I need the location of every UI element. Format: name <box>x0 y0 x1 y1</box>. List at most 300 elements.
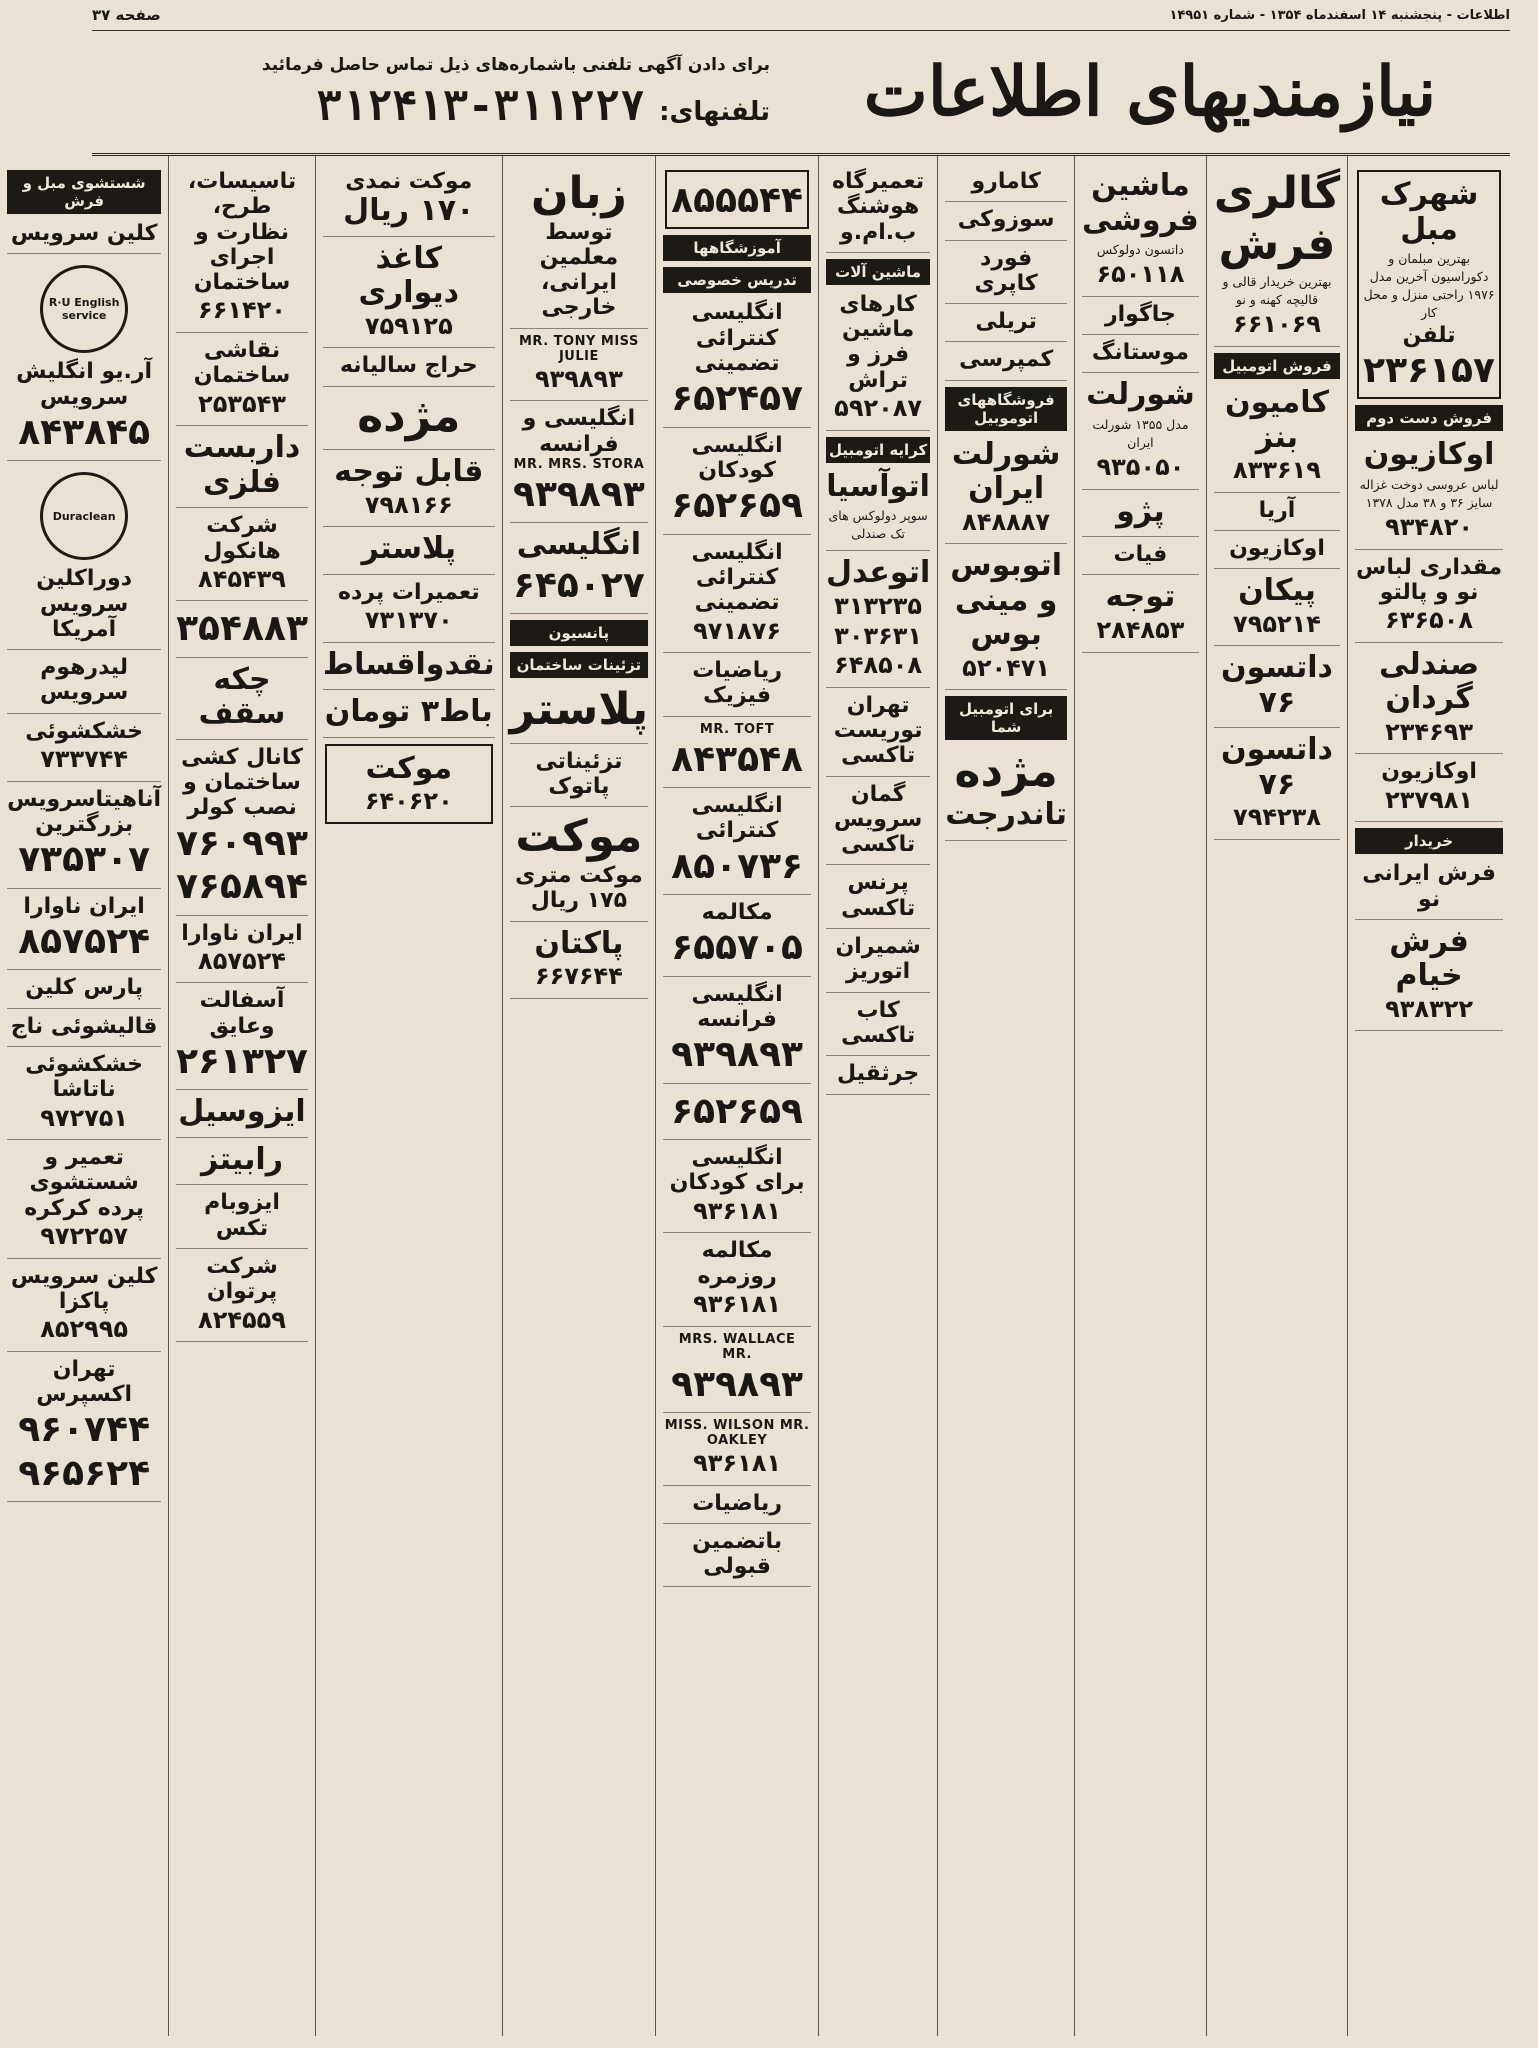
column-6 <box>655 156 818 2036</box>
ad-phone: ۷۹۵۲۱۴ <box>1233 609 1321 638</box>
ad-title: مکالمه <box>701 900 773 926</box>
classified-ad <box>826 551 930 687</box>
ad-subtitle: داتسون دولوکس <box>1096 242 1184 257</box>
classified-ad <box>945 164 1067 202</box>
section-header: پانسیون <box>510 620 649 646</box>
classified-ad <box>1214 728 1340 840</box>
ad-phone: ۶۵۰۱۱۸ <box>1096 260 1185 289</box>
classified-ad <box>663 1140 811 1233</box>
classified-ad <box>1355 920 1503 1032</box>
phones-label: تلفنهای: <box>659 96 770 127</box>
classified-ad <box>176 508 308 601</box>
classified-ad <box>510 744 649 808</box>
ad-title: کلین سرویس پاکزا <box>10 1263 158 1314</box>
ad-phone: ۹۳۸۳۲۲ <box>1385 994 1474 1023</box>
section-header: ماشین آلات <box>826 259 930 285</box>
ad-title: شورلت <box>1086 377 1195 413</box>
classified-ad <box>7 782 161 889</box>
ad-latin-name: MRS. WALLACE MR. <box>678 1331 796 1362</box>
ru-logo-icon <box>40 265 128 353</box>
ad-phone: ۲۵۳۵۴۳ <box>198 389 286 418</box>
classified-ad <box>826 465 930 552</box>
column-1 <box>1347 156 1510 2036</box>
masthead-instruction: برای دادن آگهی تلفنی باشماره‌های ذیل تماس حاصل فرمائید <box>261 54 770 75</box>
classified-ad <box>323 164 495 237</box>
classified-ad <box>663 788 811 895</box>
classified-ad <box>7 714 161 782</box>
ad-title: کلین سرویس <box>10 221 158 246</box>
ad-title: داتسون ۷۶ <box>1221 650 1333 720</box>
ad-phone: ۲۸۴۸۵۳ <box>1096 615 1185 644</box>
classified-ad <box>1355 856 1503 920</box>
classified-ad <box>663 1524 811 1588</box>
ad-phone: ۹۳۹۸۹۳ <box>512 473 645 515</box>
ad-title: اتوبوس و مینی بوس <box>950 548 1063 653</box>
ad-phone: ۶۶۱۴۲۰ <box>198 296 286 325</box>
classified-ad <box>176 658 308 740</box>
ad-title: پیکان <box>1238 573 1316 609</box>
classified-ad <box>7 650 161 714</box>
ad-title: ایران ناوارا <box>181 920 303 946</box>
ad-title: شرکت هانکول <box>203 513 281 564</box>
ad-phone: ۲۳۴۶۹۳ <box>1385 717 1474 746</box>
ad-title: حراج سالیانه <box>339 353 478 379</box>
classified-ad <box>176 164 308 333</box>
classified-ad <box>176 333 308 426</box>
ad-title: موکت نمدی <box>345 169 473 194</box>
classified-ad <box>323 387 495 451</box>
column-8 <box>315 156 502 2036</box>
classified-ad <box>826 777 930 866</box>
ad-title: پلاستر <box>509 684 649 736</box>
ad-title: خشکشوئی <box>25 718 143 744</box>
ad-title: کاب تاکسی <box>841 997 916 1048</box>
section-header: تدریس خصوصی <box>663 267 811 293</box>
ad-phone: ۷۵۹۱۲۵ <box>364 311 453 340</box>
ad-title: پارس کلین <box>25 975 144 1001</box>
ad-title: فرش خیام <box>1389 923 1469 994</box>
section-header: شستشوی مبل و فرش <box>7 170 161 214</box>
classified-ad <box>945 433 1067 545</box>
ad-title: نقدواقساط <box>322 646 495 682</box>
classified-ad <box>1355 433 1503 549</box>
masthead <box>92 31 1510 156</box>
classified-ad <box>1214 493 1340 531</box>
ad-title: توجه <box>1105 579 1176 615</box>
ad-phone: ۹۳۹۸۹۳ <box>671 1363 804 1405</box>
ad-phone: ۸۵۷۵۲۴ <box>18 920 151 962</box>
ad-title: خشکشوئی ناتاشا <box>25 1051 143 1103</box>
classified-ad <box>1082 297 1199 335</box>
ad-title: پرنس تاکسی <box>841 870 916 921</box>
classified-ad <box>1214 164 1340 347</box>
ad-title: آسفالت وعایق <box>199 988 285 1039</box>
ad-phone: ۳۱۳۲۳۵ <box>834 591 923 620</box>
ad-phone: ۹۳۴۸۲۰ <box>1385 512 1474 541</box>
ad-title: کانال کشی ساختمان و نصب کولر <box>181 744 303 821</box>
ad-phone-label: تلفن <box>1402 322 1456 348</box>
classified-ad <box>323 690 495 738</box>
classified-ad <box>1214 381 1340 493</box>
classified-ad <box>176 1138 308 1186</box>
classified-ad <box>663 428 811 535</box>
ad-title: انگلیسی <box>516 527 642 563</box>
ad-title: موکت <box>515 811 643 863</box>
classified-ad <box>176 740 308 916</box>
classified-ad <box>1082 164 1199 297</box>
ad-phone: ۹۶۵۶۲۴ <box>18 1452 151 1494</box>
section-header: فروش دست دوم <box>1355 405 1503 431</box>
classified-ad <box>7 1047 161 1140</box>
classified-ad <box>945 342 1067 380</box>
ad-title: شمیران اتوریز <box>835 934 921 985</box>
ad-title: مقداری لباس نو و پالتو <box>1356 554 1503 605</box>
ad-latin-name: MR. MRS. STORA <box>513 456 645 472</box>
classified-ad <box>176 1249 308 1342</box>
classified-ad <box>176 1185 308 1249</box>
classified-ad <box>176 916 308 984</box>
classified-ad <box>7 1259 161 1352</box>
section-header: فروش اتومبیل <box>1214 353 1340 379</box>
classified-ad <box>663 977 811 1084</box>
ad-phone: ۹۷۲۷۵۱ <box>40 1103 129 1132</box>
ad-title: اتوآسیا <box>826 468 930 504</box>
ad-phone: ۷۳۵۳۰۷ <box>18 839 151 881</box>
classified-ad <box>323 575 495 643</box>
ad-phone: ۷۳۳۷۴۴ <box>40 745 129 774</box>
classified-ad <box>663 1413 811 1486</box>
ad-phone: ۹۳۶۱۸۱ <box>693 1196 782 1225</box>
column-4 <box>937 156 1074 2036</box>
ad-subtitle: توسط معلمین ایرانی، خارجی <box>539 219 619 321</box>
ad-title: شرکت پرتوان <box>206 1253 278 1305</box>
ad-title: پاکتان <box>534 925 624 961</box>
ad-phone: ۶۴۵۰۲۷ <box>512 564 645 606</box>
ad-phone: ۸۴۸۸۸۷ <box>962 507 1051 536</box>
ad-phone: ۷۹۴۲۳۸ <box>1233 803 1321 832</box>
classified-ad <box>945 202 1067 240</box>
section-header: فروشگاههای اتوموبیل <box>945 387 1067 431</box>
classified-columns <box>7 156 1510 2036</box>
ad-title: تهران توریست تاکسی <box>833 692 923 769</box>
ad-phone: ۹۳۶۱۸۱ <box>693 1289 782 1318</box>
ad-phone: ۲۳۶۱۵۷ <box>1363 349 1495 391</box>
classified-ad <box>663 717 811 788</box>
classified-ad <box>1357 170 1501 399</box>
logo-text: Duraclean <box>52 509 116 523</box>
ad-title: گالری فرش <box>1213 168 1341 270</box>
ad-title: چکه سقف <box>198 661 286 732</box>
ad-title: زبان <box>530 168 627 219</box>
ad-body: بهترین مبلمان و دکوراسیون آخرین مدل ۱۹۷۶ راحتی منزل و محل کار <box>1363 251 1495 321</box>
classified-ad <box>7 216 161 254</box>
ad-title: تعمیر و شستشوی پرده کرکره <box>24 1145 145 1221</box>
classified-ad <box>663 895 811 977</box>
classified-ad <box>945 304 1067 342</box>
ad-title: جرثقیل <box>836 1061 920 1087</box>
ad-title: کاغذ دیواری <box>358 240 460 311</box>
classified-ad <box>826 993 930 1057</box>
section-header: آموزشگاهها <box>663 235 811 261</box>
ad-title: موستانگ <box>1091 340 1189 366</box>
ad-title: فرش ایرانی نو <box>1362 861 1496 912</box>
classified-ad <box>1355 754 1503 822</box>
ad-title: انگلیسی کنترائی تضمینی <box>691 539 783 616</box>
classified-ad <box>1214 531 1340 569</box>
classified-ad <box>945 544 1067 690</box>
section-header: تزئینات ساختمان <box>510 652 649 678</box>
classified-ad <box>1355 550 1503 643</box>
ad-title: انگلیسی و فرانسه <box>522 406 636 457</box>
classified-ad <box>7 1352 161 1502</box>
ad-title: جاگوار <box>1104 301 1176 327</box>
ad-title: ریاضیات <box>692 1490 782 1516</box>
classified-ad <box>1214 646 1340 728</box>
ad-title: کامیون بنز <box>1225 385 1329 455</box>
classified-ad <box>1082 490 1199 538</box>
classified-ad <box>1082 335 1199 373</box>
ad-title: اوکازیون <box>1363 437 1495 473</box>
ad-title: گمان سرویس تاکسی <box>833 781 923 858</box>
ad-title: ایران ناوارا <box>23 893 145 919</box>
ad-title: آناهیتاسرویس بزرگترین <box>7 786 162 837</box>
ad-phone: ۹۳۵۰۵۰ <box>1096 453 1185 482</box>
ad-title: مکالمه روزمره <box>697 1238 777 1289</box>
classified-ad <box>176 426 308 508</box>
ad-title: فیات <box>1113 542 1168 568</box>
masthead-phones <box>316 81 770 130</box>
classified-ad <box>510 523 649 614</box>
ad-title: داربست فلزی <box>183 430 301 500</box>
ad-title: تعمیرات پرده <box>337 579 480 605</box>
ad-latin-name: MR. TOFT <box>699 721 775 737</box>
ad-title: تعمیرگاه هوشنگ <box>832 169 925 220</box>
ad-phone: ۵۹۲۰۸۷ <box>834 394 923 423</box>
masthead-title: نیازمندیهای اطلاعات <box>863 52 1437 132</box>
ad-phone: ۶۵۲۶۵۹ <box>671 485 804 527</box>
phones-numbers: ۳۱۲۴۱۳-۳۱۱۲۲۷ <box>316 80 646 130</box>
ad-title: انگلیسی کنترائی <box>691 793 783 844</box>
ad-title: کارهای ماشین فرز و تراش <box>839 291 917 393</box>
classified-ad <box>1082 575 1199 652</box>
ad-title: مژده <box>954 746 1058 798</box>
ad-phone: ۸۲۴۵۵۹ <box>198 1305 286 1334</box>
ad-phone: ۶۶۷۶۴۴ <box>534 962 623 991</box>
ad-phone: ۲۶۱۳۲۷ <box>176 1041 308 1082</box>
ad-subtitle: تاندرجت <box>945 797 1068 833</box>
ad-title: رابیتز <box>201 1141 283 1177</box>
classified-ad <box>7 254 161 461</box>
ad-title: موکت <box>365 750 453 786</box>
ad-title: باتضمین قبولی <box>692 1528 783 1580</box>
classified-ad <box>7 1009 161 1047</box>
classified-ad <box>826 865 930 929</box>
dateline: اطلاعات - پنجشنبه ۱۴ اسفندماه ۱۳۵۴ - شماره ۱۴۹۵۱ <box>1169 7 1510 23</box>
ad-phone: ۸۵۲۹۹۵ <box>40 1315 129 1344</box>
ad-title: شورلت ایران <box>951 436 1061 507</box>
section-header: کرایه اتومبیل <box>826 437 930 463</box>
classified-ad <box>510 922 649 999</box>
classified-ad <box>826 1056 930 1094</box>
classified-ad <box>663 653 811 717</box>
ad-title: اوکازیون <box>1381 759 1477 785</box>
ad-phone: ۶۳۶۵۰۸ <box>1385 606 1474 635</box>
ad-title: پژو <box>1116 493 1165 529</box>
ad-phone: ۳۵۴۸۸۳ <box>176 608 308 650</box>
ad-title: تزئیناتی پاتوک <box>535 748 623 800</box>
classified-ad <box>826 688 930 777</box>
classified-ad <box>945 742 1067 840</box>
classified-ad <box>1214 569 1340 646</box>
classified-ad <box>7 970 161 1008</box>
ad-title: دوراکلین سرویس آمریکا <box>36 566 132 642</box>
ad-title: لیدرهوم سرویس <box>39 655 129 706</box>
ad-phone: ۸۳۳۶۱۹ <box>1233 456 1321 485</box>
ad-subtitle: مدل ۱۳۵۵ شورلت ایران <box>1092 416 1189 450</box>
classified-ad <box>510 807 649 921</box>
classified-ad <box>663 1084 811 1140</box>
classified-ad <box>510 680 649 744</box>
classified-ad <box>663 1327 811 1413</box>
ad-subtitle: ب.ام.و <box>840 219 917 245</box>
ad-title: ریاضیات فیزیک <box>692 658 782 709</box>
ad-phone: ۸۵۵۵۴۴ <box>671 180 804 221</box>
ad-subtitle: ۱۷۰ ریال <box>343 193 475 229</box>
ad-phone: ۹۳۹۸۹۳ <box>534 364 623 393</box>
ad-body: لباس عروسی دوخت غزاله سایز ۳۶ و ۳۸ مدل ۱۳۷۸ <box>1359 476 1499 510</box>
ad-title: انگلیسی کودکان <box>691 432 783 483</box>
ad-title: انگلیسی فرانسه <box>691 981 783 1033</box>
ad-title: تهران اکسپرس <box>36 1356 132 1408</box>
ad-title: تریلی <box>975 309 1037 335</box>
masthead-phone-block <box>92 31 790 153</box>
section-header: خریدار <box>1355 828 1503 854</box>
classified-ad <box>826 164 930 253</box>
classified-ad <box>663 295 811 427</box>
classified-ad <box>323 237 495 349</box>
ad-phone: ۷۹۸۱۶۶ <box>364 490 453 519</box>
top-strip <box>92 0 1510 31</box>
column-7 <box>502 156 656 2036</box>
ad-title: فورد کاپری <box>974 245 1038 296</box>
ad-phone: ۸۴۳۸۴۵ <box>18 411 151 453</box>
classified-ad <box>176 601 308 657</box>
ad-phone: ۹۶۰۷۴۴ <box>18 1409 151 1451</box>
newspaper-page <box>7 0 1538 2048</box>
ad-phone: ۷۶۵۸۹۴ <box>176 866 308 908</box>
ad-latin-name: MR. TONY MISS JULIE <box>519 333 639 364</box>
classified-ad <box>663 1486 811 1524</box>
ad-phone: ۹۷۱۸۷۶ <box>693 616 782 645</box>
classified-ad <box>826 929 930 993</box>
ad-title: ایزوبام تکس <box>204 1190 280 1241</box>
ad-phone: ۸۵۷۵۲۴ <box>198 946 286 975</box>
ad-title: داتسون ۷۶ <box>1221 732 1333 802</box>
ad-title: آریا <box>1258 497 1296 523</box>
ad-phone: ۶۶۱۰۶۹ <box>1233 310 1321 339</box>
ad-title: اوکازیون <box>1229 535 1325 561</box>
ad-phone: ۵۲۰۴۷۱ <box>962 653 1051 682</box>
ad-subtitle: سوپر دولوکس های تک صندلی <box>828 508 928 542</box>
ad-title: کمپرسی <box>959 347 1054 373</box>
ad-title: ماشین فروشی <box>1082 168 1199 238</box>
column-3 <box>1074 156 1206 2036</box>
ad-title: انگلیسی برای کودکان <box>669 1145 805 1196</box>
classified-ad <box>325 744 493 824</box>
classified-ad <box>323 527 495 575</box>
classified-ad <box>945 241 1067 305</box>
ad-title: پلاستر <box>361 531 456 567</box>
ad-title: باط۳ تومان <box>324 694 493 730</box>
classified-ad <box>510 164 649 329</box>
ad-title: انگلیسی کنترائی تضمینی <box>691 300 783 376</box>
page-number: صفحه ۳۷ <box>92 6 161 24</box>
ad-title: قابل توجه <box>334 454 484 490</box>
classified-ad <box>323 348 495 386</box>
ad-title: تاسیسات، طرح، نظارت و اجرای ساختمان <box>187 169 297 296</box>
ad-phone: ۳۰۳۶۳۱ <box>834 621 923 650</box>
classified-ad <box>665 170 809 229</box>
classified-ad <box>1082 537 1199 575</box>
ad-phone: ۸۴۵۴۳۹ <box>198 564 286 593</box>
classified-ad <box>176 983 308 1090</box>
classified-ad <box>663 1233 811 1326</box>
ad-phone: ۷۶۰۹۹۳ <box>176 822 308 864</box>
classified-ad <box>663 535 811 653</box>
classified-ad <box>510 329 649 402</box>
ad-phone: ۸۴۳۵۴۸ <box>671 738 804 780</box>
column-2 <box>1206 156 1347 2036</box>
ad-phone: ۲۳۷۹۸۱ <box>1385 785 1474 814</box>
ad-phone: ۹۳۶۱۸۱ <box>693 1448 782 1477</box>
ad-body: بهترین خریدار قالی و قالیچه کهنه و نو <box>1222 274 1332 308</box>
ad-phone: ۸۵۰۷۳۶ <box>671 845 804 887</box>
ad-title: ایزوسیل <box>178 1094 306 1130</box>
ad-phone: ۶۴۰۶۲۰ <box>364 787 453 816</box>
ad-phone: ۷۳۱۳۷۰ <box>364 606 453 635</box>
classified-ad <box>826 287 930 431</box>
ad-phone: ۶۵۵۷۰۵ <box>671 927 804 969</box>
logo-text: R·U English service <box>48 296 120 323</box>
column-10 <box>0 156 168 2036</box>
ad-phone: ۶۵۲۶۵۹ <box>671 1090 804 1132</box>
section-header: برای اتومبیل شما <box>945 696 1067 740</box>
classified-ad <box>7 461 161 650</box>
ad-title: اتوعدل <box>826 555 931 591</box>
ad-latin-name: MISS. WILSON MR. OAKLEY <box>664 1417 810 1448</box>
ad-subtitle: موکت متری ۱۷۵ ریال <box>515 863 643 914</box>
classified-ad <box>510 401 649 523</box>
column-9 <box>168 156 315 2036</box>
ad-title: شهرک مبل <box>1379 177 1479 247</box>
classified-ad <box>7 889 161 971</box>
classified-ad <box>323 643 495 691</box>
ad-title: کامارو <box>971 169 1041 194</box>
column-5 <box>818 156 937 2036</box>
classified-ad <box>1082 373 1199 489</box>
ad-title: قالیشوئی ناج <box>10 1013 158 1039</box>
ad-phone: ۶۴۸۵۰۸ <box>834 651 923 680</box>
ad-phone: ۹۳۹۸۹۳ <box>671 1034 804 1076</box>
ad-phone: ۶۵۲۴۵۷ <box>671 378 804 420</box>
classified-ad <box>1355 643 1503 755</box>
classified-ad <box>176 1090 308 1138</box>
ad-title: آر.یو انگلیش سرویس <box>16 359 153 410</box>
duraclean-logo-icon <box>40 472 128 560</box>
ad-phone: ۹۷۲۲۵۷ <box>40 1222 129 1250</box>
ad-title: مژده <box>357 390 461 442</box>
classified-ad <box>7 1140 161 1258</box>
